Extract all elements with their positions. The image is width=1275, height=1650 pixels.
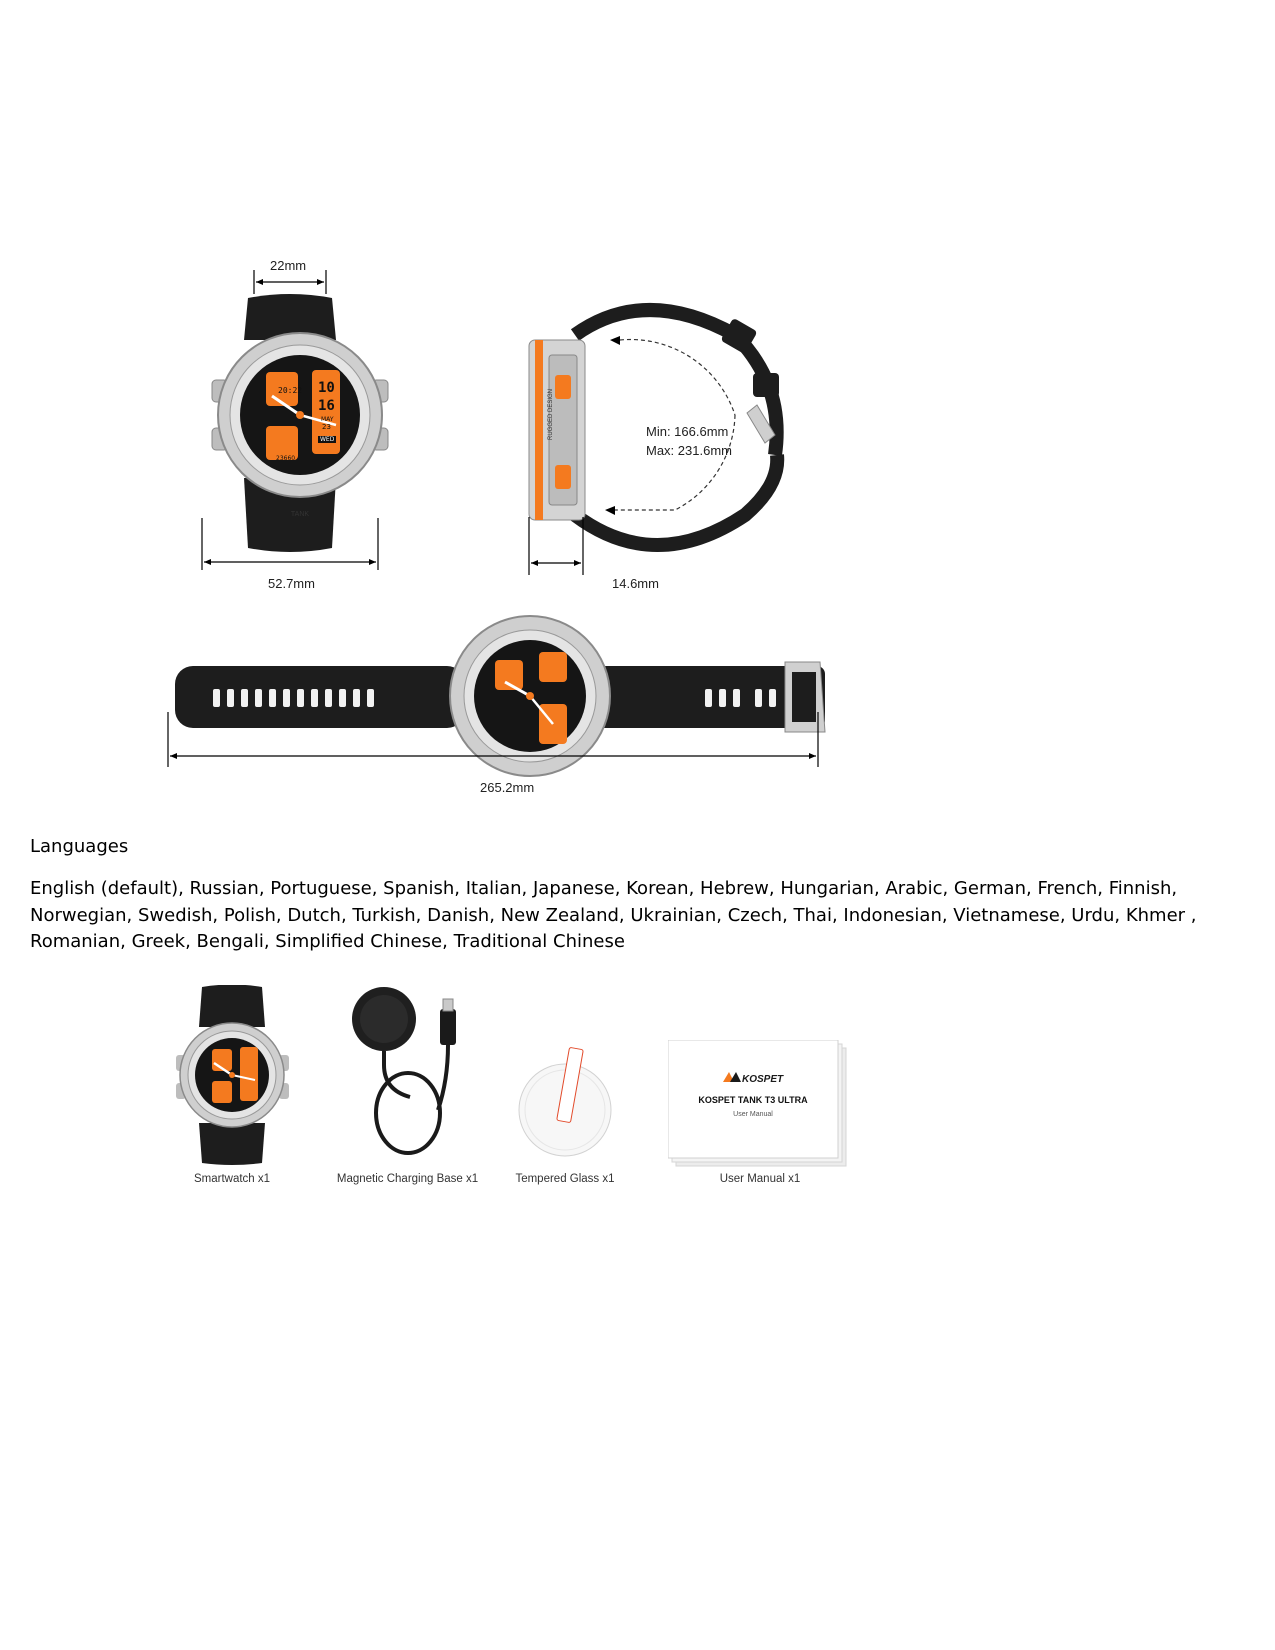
manual-brand: KOSPET [742, 1074, 784, 1085]
watch-face-weekday: WED [320, 436, 335, 443]
caption-smartwatch: Smartwatch x1 [193, 1173, 271, 1185]
watch-face-month: MAY [321, 416, 334, 423]
manual-title: KOSPET TANK T3 ULTRA [698, 1095, 808, 1105]
caption-manual: User Manual x1 [719, 1173, 801, 1185]
total-length-label: 265.2mm [480, 780, 535, 795]
watch-face-time: 20:22 [278, 386, 303, 395]
lug-width-label: 22mm [270, 258, 307, 273]
package-smartwatch-image [170, 985, 295, 1165]
svg-text:TANK: TANK [290, 511, 310, 518]
wrist-min-label: Min: 166.6mm [646, 424, 729, 439]
wrist-max-label: Max: 231.6mm [646, 443, 732, 458]
watch-front-view [200, 260, 400, 590]
caption-glass: Tempered Glass x1 [515, 1173, 615, 1185]
case-diameter-label: 52.7mm [268, 576, 315, 591]
watch-face-hour: 10 [318, 380, 335, 396]
package-charger-image [350, 985, 470, 1160]
thickness-label: 14.6mm [612, 576, 659, 591]
languages-heading: Languages [30, 836, 129, 857]
manual-subtitle: User Manual [733, 1111, 773, 1118]
package-manual-image [668, 1040, 853, 1170]
watch-length-view [165, 612, 865, 792]
watch-face-steps: 23660 [276, 455, 296, 462]
caption-charger: Magnetic Charging Base x1 [336, 1173, 479, 1185]
side-design-label: RUGGED DESIGN [548, 388, 554, 440]
languages-list: English (default), Russian, Portuguese, Spanish, Italian, Japanese, Korean, Hebrew, Hungarian, Arabic, German, French, Finnish, Norwegian, Swedish, Polish, Dutch, Turkish, Danish, New Zealand, Ukrainian, Czech, Thai, Indonesian, Vietnamese, Urdu, Khmer , Romanian, Greek, Bengali, Simplified Chinese, Traditional Chinese [30, 878, 1197, 952]
watch-face-day: 23 [322, 423, 331, 431]
package-glass-image [515, 1040, 615, 1160]
watch-face-minute: 16 [318, 398, 335, 414]
